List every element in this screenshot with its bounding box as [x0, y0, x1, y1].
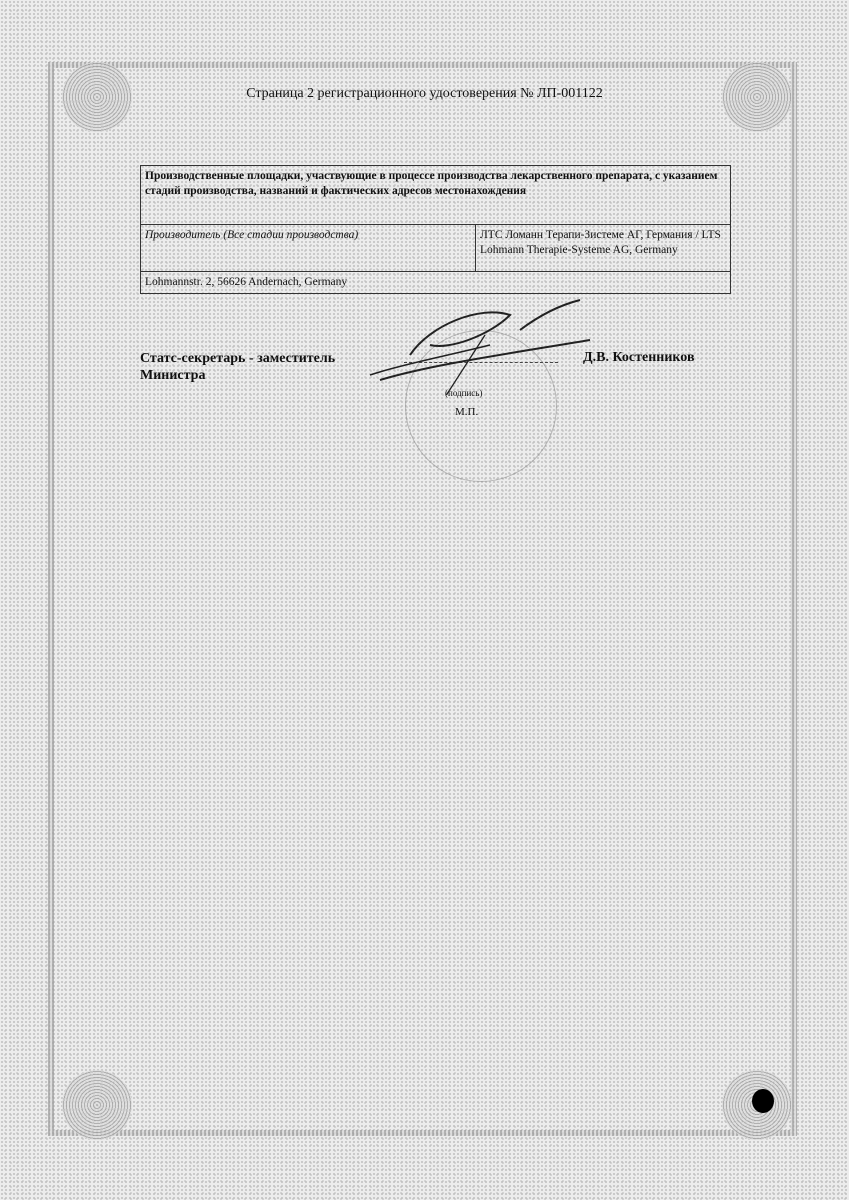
- producer-company: ЛТС Ломанн Терапи-Зистеме АГ, Германия / LTS Lohmann Therapie-Systeme AG, Germany: [476, 225, 731, 272]
- table-title: Производственные площадки, участвующие в процессе производства лекарственного препарата, с указанием стадий производства, названий и фактических адресов местонахождения: [141, 166, 731, 225]
- producer-address: Lohmannstr. 2, 56626 Andernach, Germany: [141, 272, 731, 294]
- signature-caption: (подпись): [445, 388, 483, 398]
- producer-role: Производитель (Все стадии производства): [141, 225, 476, 272]
- position-line-1: Статс-секретарь - заместитель: [140, 351, 336, 366]
- position-line-2: Министра: [140, 368, 206, 383]
- page-header: Страница 2 регистрационного удостоверения № ЛП-001122: [246, 86, 603, 101]
- handwritten-signature: [340, 295, 600, 395]
- ink-dot: [752, 1089, 774, 1113]
- signatory-position: [140, 350, 335, 384]
- signatory-name: Д.В. Костенников: [583, 350, 695, 365]
- corner-ornament: [62, 1070, 132, 1140]
- production-sites-table: [140, 165, 731, 294]
- stamp-caption: М.П.: [455, 406, 479, 418]
